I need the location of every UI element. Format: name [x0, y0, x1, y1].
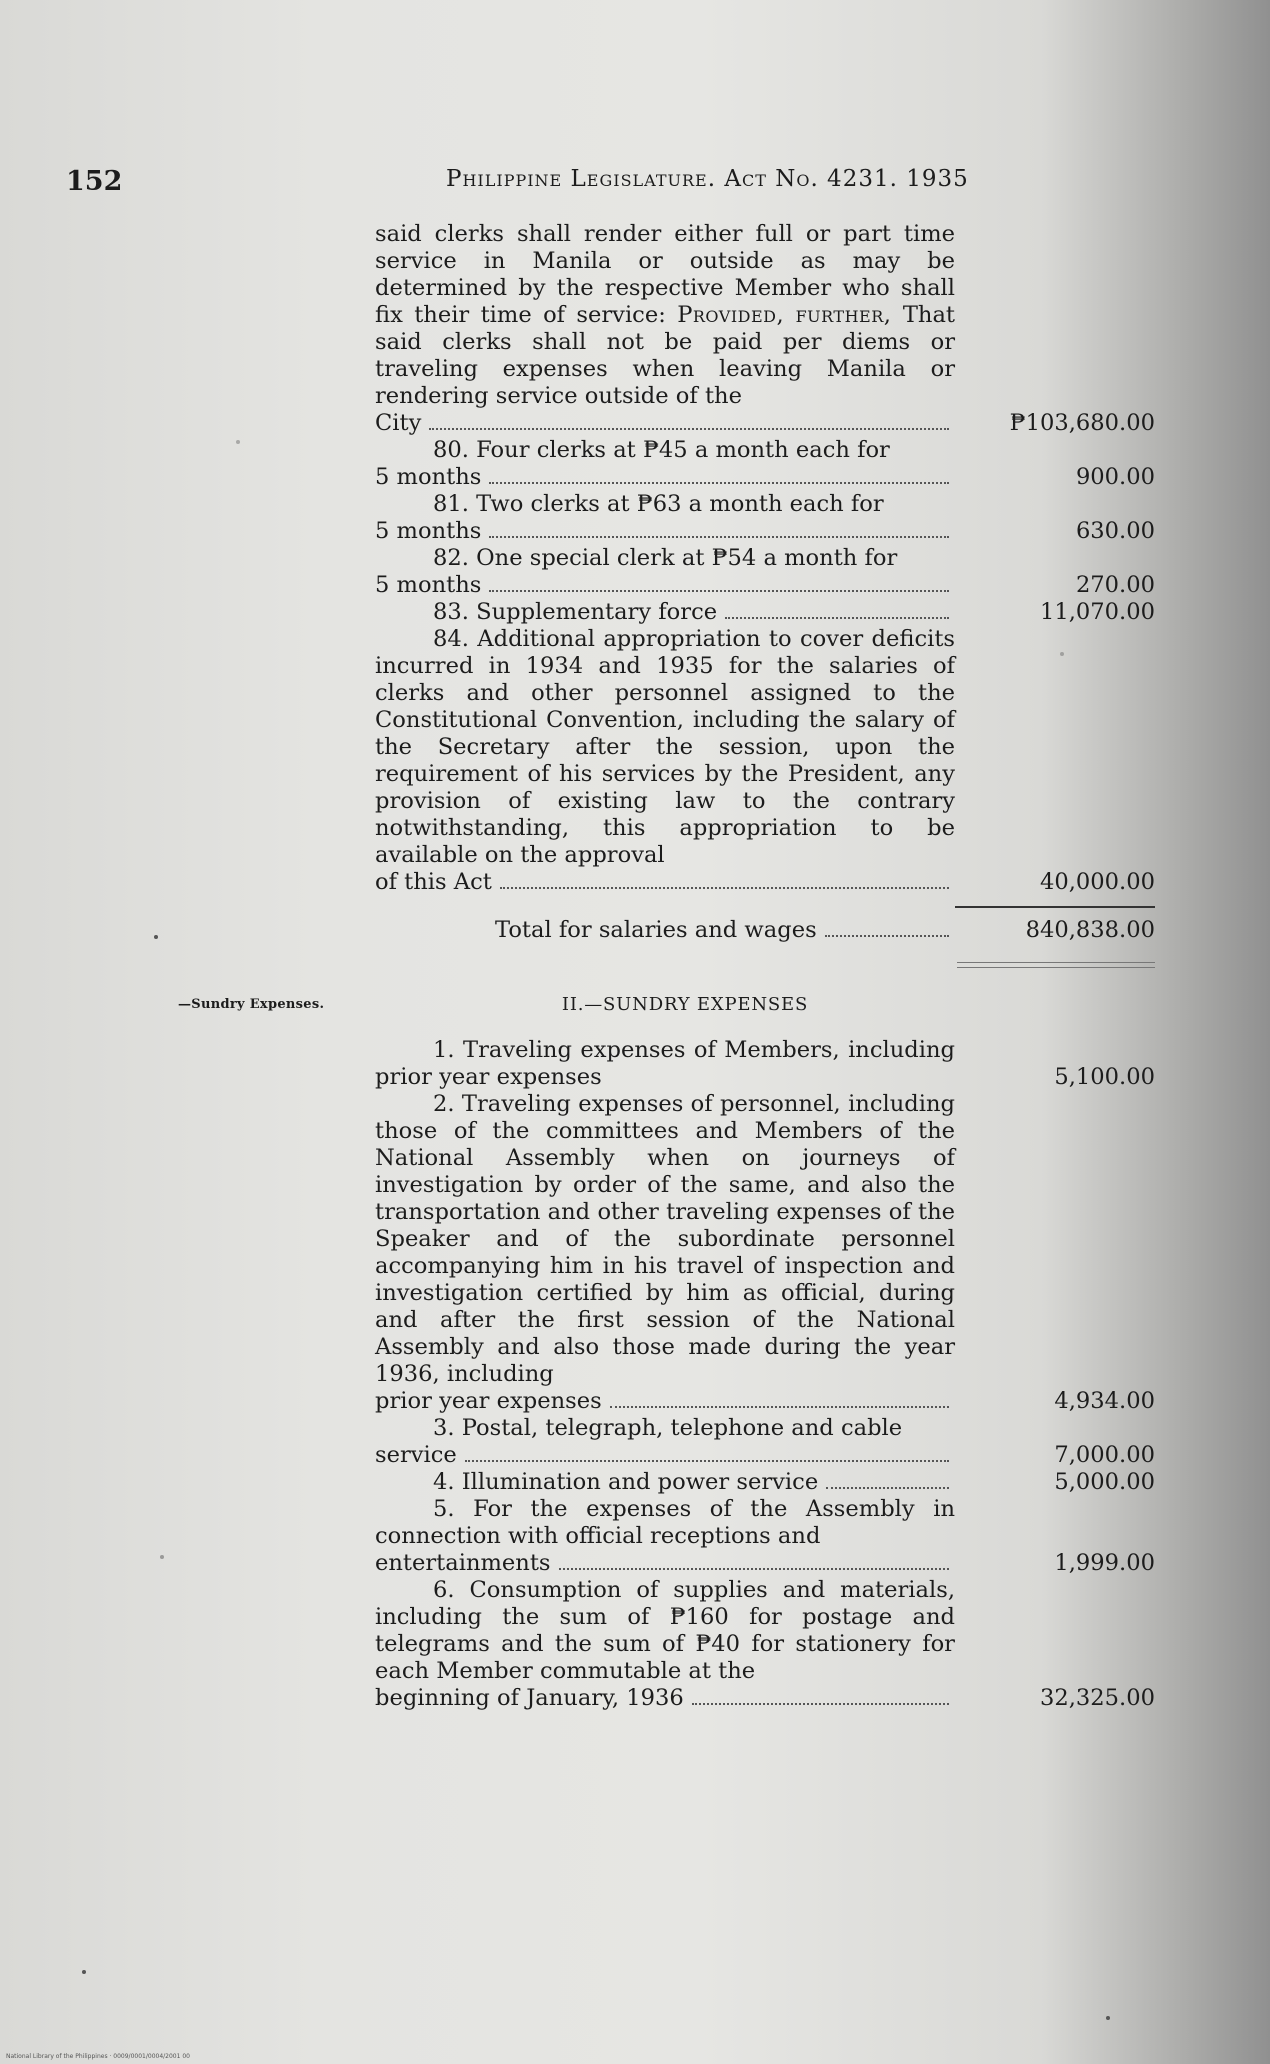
item-81-amount: 630.00 — [1075, 518, 1155, 544]
sundry-item-3-amount: 7,000.00 — [1054, 1442, 1155, 1468]
rule-spacer — [375, 962, 957, 968]
scan-speck — [160, 1555, 164, 1559]
item-83-line: 83. Supplementary force — [433, 599, 718, 625]
scan-speck — [154, 935, 158, 939]
sundry-item-5-leader — [375, 1550, 955, 1577]
dot-leader — [559, 1568, 949, 1570]
page-header — [60, 158, 1090, 198]
item-80-leader — [375, 464, 955, 491]
sundry-item-4-amount: 5,000.00 — [1054, 1469, 1155, 1495]
dot-leader — [692, 1703, 949, 1705]
item-82-leader — [375, 572, 955, 599]
sundry-item-6-last-line: beginning of January, 1936 — [375, 1685, 684, 1711]
dot-leader — [610, 1406, 949, 1408]
margin-note-sundry-expenses: —Sundry Expenses. — [178, 997, 325, 1012]
rule-spacer — [375, 906, 955, 908]
sundry-item-5-last-line: entertainments — [375, 1550, 551, 1576]
item-81-last-line: 5 months — [375, 518, 482, 544]
dot-leader — [489, 482, 949, 484]
item-82-row — [375, 572, 1155, 599]
item-82-last-line: 5 months — [375, 572, 482, 598]
provided-keyword: Provided, — [677, 302, 785, 328]
dot-leader — [489, 590, 949, 592]
scan-speck — [82, 1970, 86, 1974]
item-81-leader — [375, 518, 955, 545]
item-84-amount: 40,000.00 — [1040, 869, 1155, 895]
sundry-item-6-text: 6. Consumption of supplies and materials, including the sum of ₱160 for postage and telegrams and the sum of ₱40 for stationery for each Member commutable at the — [375, 1577, 955, 1684]
total-double-rule — [957, 962, 1155, 968]
sundry-item-5-text: 5. For the expenses of the Assembly in connection with official receptions and — [375, 1496, 955, 1549]
item-82-text: 82. One special clerk at ₱54 a month for — [433, 545, 898, 571]
item-84-last-line: of this Act — [375, 869, 492, 895]
dot-leader — [429, 428, 949, 430]
scan-speck — [1106, 2016, 1110, 2020]
sundry-item-2-leader — [375, 1388, 955, 1415]
item-84-leader — [375, 869, 955, 896]
continuation-text-start: said clerks shall render either full or part time service in Manila or outside as may be determined by the respective Member who shall fix their time of service: — [375, 221, 955, 328]
scan-speck — [236, 440, 240, 444]
sundry-item-3-last-line: service — [375, 1442, 457, 1468]
item-83-row — [375, 599, 1155, 626]
item-83-amount: 11,070.00 — [1040, 599, 1155, 625]
total-salaries-amount: 840,838.00 — [1025, 917, 1155, 943]
page-number: 152 — [66, 166, 123, 197]
sundry-item-5-row — [375, 1550, 1155, 1577]
sundry-item-3-text: 3. Postal, telegraph, telephone and cable — [433, 1415, 903, 1441]
item-80-amount: 900.00 — [1075, 464, 1155, 490]
dot-leader — [500, 887, 949, 889]
sundry-item-6-row — [375, 1685, 1155, 1712]
total-double-rule-row — [375, 962, 1155, 968]
sundry-item-2-last-line: prior year expenses — [375, 1388, 602, 1414]
sundry-item-3-row — [375, 1442, 1155, 1469]
dot-leader — [489, 536, 949, 538]
total-salaries-row — [375, 917, 1155, 944]
sundry-expenses-heading: II.—SUNDRY EXPENSES — [561, 994, 809, 1015]
continuation-paragraph — [375, 221, 955, 410]
subtotal-rule — [955, 906, 1155, 908]
sundry-item-5-amount: 1,999.00 — [1054, 1550, 1155, 1576]
dot-leader — [465, 1460, 949, 1462]
item-81-row — [375, 518, 1155, 545]
item-84-row — [375, 869, 1155, 896]
continuation-text-middle: That said clerks shall not be paid per diems or traveling expenses when leaving Manila or rendering service outside of the — [375, 302, 956, 409]
scan-footer-note: National Library of the Philippines · 0009/0001/0004/2001 00 — [6, 2053, 190, 2060]
item-83-leader — [375, 599, 955, 626]
total-salaries-leader — [375, 917, 955, 944]
total-salaries-label: Total for salaries and wages — [495, 917, 817, 943]
subtotal-rule-row — [375, 906, 1155, 908]
sundry-item-2-amount: 4,934.00 — [1054, 1388, 1155, 1414]
sundry-item-1-amount: 5,100.00 — [1054, 1064, 1155, 1090]
dot-leader — [725, 617, 949, 619]
continuation-amount: ₱103,680.00 — [1009, 410, 1155, 436]
sundry-item-2-text: 2. Traveling expenses of personnel, including those of the committees and Members of the National Assembly when on journeys of investigation by order of the same, and also the transportation and other traveling expenses of the Speaker and of the subordinate personnel accompanying him in his travel of inspection and investigation certified by him as official, during and after the first session of the National Assembly and also those made during the year 1936, including — [375, 1091, 955, 1387]
sundry-item-4-leader — [375, 1469, 955, 1496]
sundry-item-6-leader — [375, 1685, 955, 1712]
continuation-leader — [375, 410, 955, 437]
sundry-item-4-line: 4. Illumination and power service — [433, 1469, 819, 1495]
further-keyword: further, — [795, 302, 892, 328]
item-80-row — [375, 464, 1155, 491]
item-81-text: 81. Two clerks at ₱63 a month each for — [433, 491, 884, 517]
item-80-text: 80. Four clerks at ₱45 a month each for — [433, 437, 890, 463]
running-head: Philippine Legislature. Act No. 4231. 1935 — [446, 166, 969, 192]
sundry-item-1-text: 1. Traveling expenses of Members, including prior year expenses — [375, 1037, 955, 1090]
sundry-item-4-row — [375, 1469, 1155, 1496]
dot-leader — [825, 935, 949, 937]
item-80-last-line: 5 months — [375, 464, 482, 490]
scan-speck — [1060, 652, 1064, 656]
item-84-text: 84. Additional appropriation to cover deficits incurred in 1934 and 1935 for the salaries of clerks and other personnel assigned to the Constitutional Convention, including the salary of the Secretary after the session, upon the requirement of his services by the President, any provision of existing law to the contrary notwithstanding, this appropriation to be available on the approval — [375, 626, 955, 868]
dot-leader — [826, 1487, 949, 1489]
sundry-item-3-leader — [375, 1442, 955, 1469]
sundry-item-1-row — [375, 1037, 1155, 1091]
sundry-item-2-row — [375, 1388, 1155, 1415]
continuation-amount-row — [375, 410, 1155, 437]
sundry-item-6-amount: 32,325.00 — [1040, 1685, 1155, 1711]
sundry-expenses-items — [375, 1037, 1155, 1712]
item-82-amount: 270.00 — [1075, 572, 1155, 598]
continuation-last-line: City — [375, 410, 422, 436]
appropriation-body — [375, 221, 1155, 1712]
